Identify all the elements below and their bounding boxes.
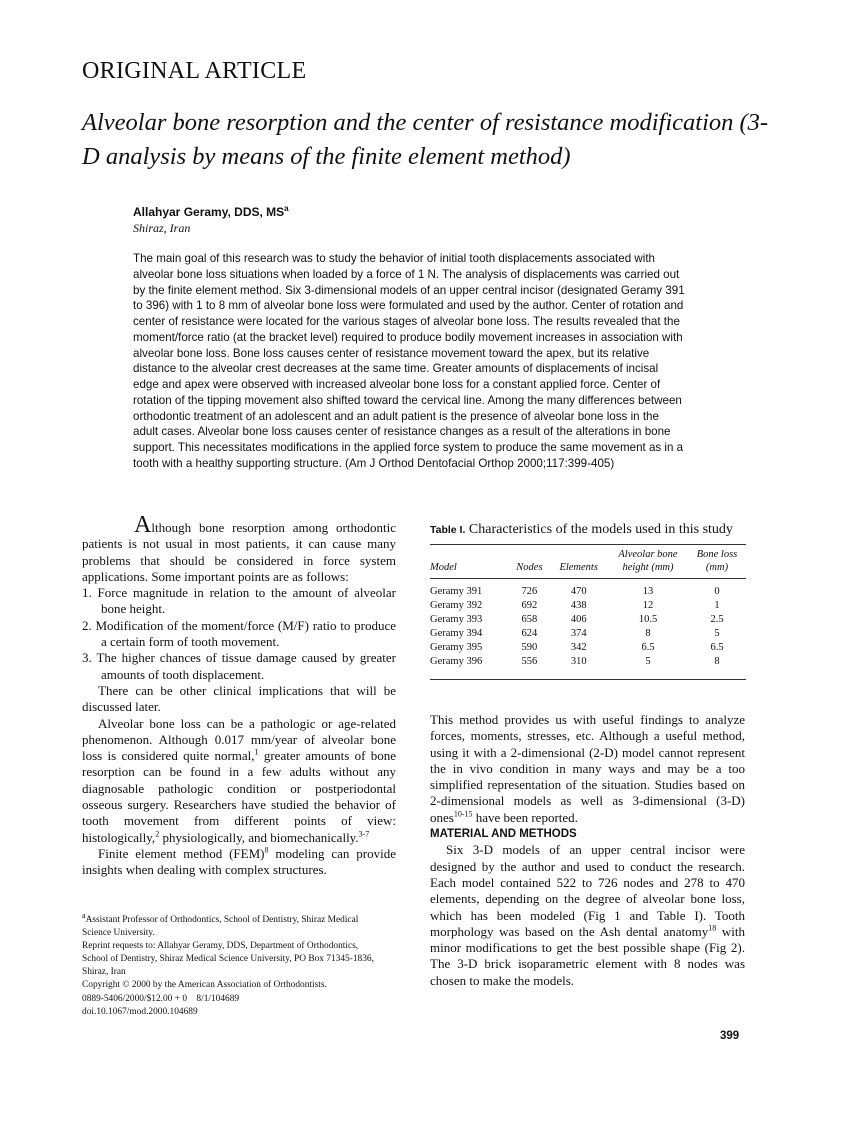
table-cell: 2.5: [710, 614, 724, 626]
left-column: [82, 512, 397, 879]
abstract-line: rotation of the tipping movement also shifted toward the cervical line. Among the many differences between: [133, 393, 682, 407]
abstract-line: adult cases. Alveolar bone loss causes center of resistance changes as a result of the alterations in bone: [133, 425, 671, 439]
table-cell: 5: [714, 628, 720, 640]
table-cell: 0: [714, 586, 720, 597]
table-cell: 12: [642, 600, 654, 612]
footnote-mark: a: [82, 910, 86, 920]
table-cell: 692: [521, 600, 538, 612]
table-cell: 5: [645, 656, 651, 668]
abstract-line: The main goal of this research was to study the behavior of initial tooth displacements associated with: [133, 252, 655, 265]
table-cell: Geramy 392: [430, 600, 483, 612]
section-label: ORIGINAL ARTICLE: [82, 58, 307, 84]
table-label: Table I.: [430, 524, 466, 536]
table-row: [430, 579, 746, 600]
table-cell: 590: [521, 642, 538, 654]
table-cell: Geramy 394: [430, 628, 483, 640]
table-cell: 6.5: [641, 642, 655, 654]
table-cell: 470: [570, 586, 587, 597]
list-item: 3. The higher chances of tissue damage caused by greater amounts of tooth displacement.: [82, 650, 396, 682]
abstract-line: edge and apex were observed with increased alveolar bone loss for a constant applied force. Center of: [133, 378, 661, 391]
col-header: Elements: [559, 562, 598, 573]
table-cell: 342: [570, 642, 587, 654]
table-cell: 658: [521, 614, 538, 626]
col-header: Model: [430, 562, 457, 573]
text: physiologically, and biomechanically.: [159, 829, 359, 845]
points-list: [82, 585, 396, 683]
footnotes: [82, 910, 398, 1019]
text: have been reported.: [472, 809, 578, 825]
paragraph: There can be other clinical implications that will be discussed later.: [82, 682, 396, 715]
abstract-line: to 396) with 1 to 8 mm of alveolar bone loss were formulated and used by the author. Center of rotation and: [133, 299, 684, 313]
footnote-line: School of Dentistry, Shiraz Medical Science University, PO Box 71345-1836,: [82, 954, 374, 965]
table-cell: 624: [521, 628, 538, 640]
abstract-line: distance to the alveolar crest decreases at the same time. Greater amounts of displacements of incisal: [133, 362, 659, 376]
table-1: [430, 522, 746, 680]
table-cell: 1: [714, 600, 720, 612]
list-item: 1. Force magnitude in relation to the amount of alveolar bone height.: [82, 585, 396, 617]
citation: 18: [708, 923, 717, 933]
table-cell: 556: [521, 656, 538, 668]
paragraph: [430, 712, 745, 826]
citation: 2: [155, 829, 160, 839]
abstract-line: center of resistance were located for the various stages of alveolar bone loss. The results revealed that the: [133, 315, 680, 328]
table-cell: 726: [521, 586, 538, 597]
table-row: [430, 627, 746, 641]
list-item: 2. Modification of the moment/force (M/F) ratio to produce a certain form of tooth movement.: [82, 617, 396, 650]
table-caption: [430, 522, 746, 538]
abstract-line: by the finite element method. Six 3-dimensional models of an upper central incisor (designated Geramy 391: [133, 283, 685, 297]
table-row: [430, 613, 746, 627]
article-title: Alveolar bone resorption and the center of resistance modification (3-D analysis by means of the finite element method): [82, 109, 769, 170]
table-cell: 6.5: [710, 642, 724, 654]
footnote-line: Shiraz, Iran: [82, 967, 126, 978]
table-cell: Geramy 391: [430, 586, 483, 597]
section-heading: MATERIAL AND METHODS: [430, 828, 577, 841]
col-header: Alveolar bone height (mm): [618, 549, 678, 573]
table-row: [430, 655, 746, 679]
table-cell: 374: [570, 628, 587, 640]
text: Six 3-D models of an upper central incisor were designed by the author and used to conduct the research. Each model contained 522 to 726 nodes and 278 to 470 elements, depending on the degree of alveolar bone loss, which has been modeled (Fig 1 and Table I). Tooth morphology was based on the Ash dental anatomy: [430, 842, 745, 939]
table-cell: 13: [642, 586, 654, 597]
footnote-line: Science University.: [82, 928, 155, 939]
text: Assistant Professor of Orthodontics, School of Dentistry, Shiraz Medical: [85, 915, 359, 925]
paragraph: [430, 842, 745, 989]
characteristics-table: [430, 544, 746, 680]
footnote-line: Reprint requests to: Allahyar Geramy, DDS, Department of Orthodontics,: [82, 941, 359, 952]
table-row: [430, 599, 746, 613]
abstract-line: tooth with a healthy supporting structure. (Am J Orthod Dentofacial Orthop 2000;117:399-405): [133, 456, 615, 470]
citation: 10-15: [453, 809, 473, 819]
text: Alveolar bone loss can be a pathologic or age-related phenomenon. Although 0.017 mm/year of alveolar bone loss is considered quite normal,: [82, 715, 396, 764]
col-header: Bone loss (mm): [696, 549, 738, 573]
footnote-line: [82, 910, 398, 927]
text: This method provides us with useful findings to analyze forces, moments, stresses, etc. Although a useful method, using it with a 2-dimensional (2-D) model cannot represent the in vivo condition in many ways and may be a too simplified representation of the situation. Studies based on 2-dimensional models as well as 3-dimensional (3-D) ones: [430, 712, 745, 825]
text: modeling can provide insights when dealing with complex structures.: [82, 845, 396, 878]
caption-text: Characteristics of the models used in this study: [465, 522, 733, 537]
table-cell: 8: [645, 628, 651, 640]
abstract-line: alveolar bone loss. Bone loss causes center of resistance movement toward the apex, but its relative: [133, 346, 650, 360]
abstract: [133, 251, 747, 472]
table-cell: Geramy 396: [430, 656, 483, 668]
author-sup: a: [284, 204, 289, 213]
citation: 1: [254, 747, 259, 757]
col-header: Nodes: [516, 562, 543, 573]
drop-cap: A: [134, 512, 152, 538]
table-cell: 438: [570, 600, 587, 612]
citation: 3-7: [358, 829, 370, 839]
abstract-line: support. This necessitates modifications in the applied force system to produce the same movement as in a: [133, 441, 684, 454]
footnote-line: 0889-5406/2000/$12.00 + 0 8/1/104689: [82, 993, 240, 1004]
page-number: 399: [720, 1030, 740, 1042]
footnote-line: doi.10.1067/mod.2000.104689: [82, 1006, 198, 1017]
author-name: Allahyar Geramy, DDS, MS: [133, 205, 285, 219]
author: [133, 205, 289, 219]
table-cell: 310: [570, 656, 587, 668]
abstract-line: orthodontic treatment of an adolescent and an adult patient is the presence of alveolar bone loss in the: [133, 409, 659, 423]
text: greater amounts of bone resorption can be found in a few adults without any diagnosable pathologic condition or postperiodontal osseous surgery. Researchers have studied the behavior of tooth movement from different points of view: histologically,: [82, 748, 397, 845]
table-row: [430, 641, 746, 655]
abstract-line: moment/force ratio (at the bracket level) required to produce bodily movement increases in association with: [133, 330, 683, 344]
text: Finite element method (FEM): [98, 845, 265, 861]
footnote-line: Copyright © 2000 by the American Association of Orthodontists.: [82, 980, 327, 991]
table-cell: Geramy 393: [430, 614, 483, 626]
right-column: [430, 712, 745, 989]
paragraph: [82, 846, 396, 879]
citation: 8: [264, 845, 269, 855]
intro-paragraph: [82, 512, 396, 585]
intro-text: lthough bone resorption among orthodontic patients is not usual in most patients, it can cause many problems that should be considered in force system applications. Some important points are as follows:: [82, 520, 396, 584]
abstract-line: alveolar bone loss situations when loaded by a force of 1 N. The analysis of displacements was carried out: [133, 267, 680, 281]
text: with minor modifications to get the best possible shape (Fig 2). The 3-D brick isoparametric element with 8 nodes was chosen to make the models.: [430, 923, 745, 988]
table-cell: Geramy 395: [430, 642, 483, 654]
header-row: [430, 545, 746, 579]
table-cell: 8: [714, 656, 720, 668]
affiliation: Shiraz, Iran: [133, 221, 191, 235]
table-cell: 406: [570, 614, 587, 626]
paragraph: [82, 716, 396, 846]
table-cell: 10.5: [638, 614, 658, 626]
